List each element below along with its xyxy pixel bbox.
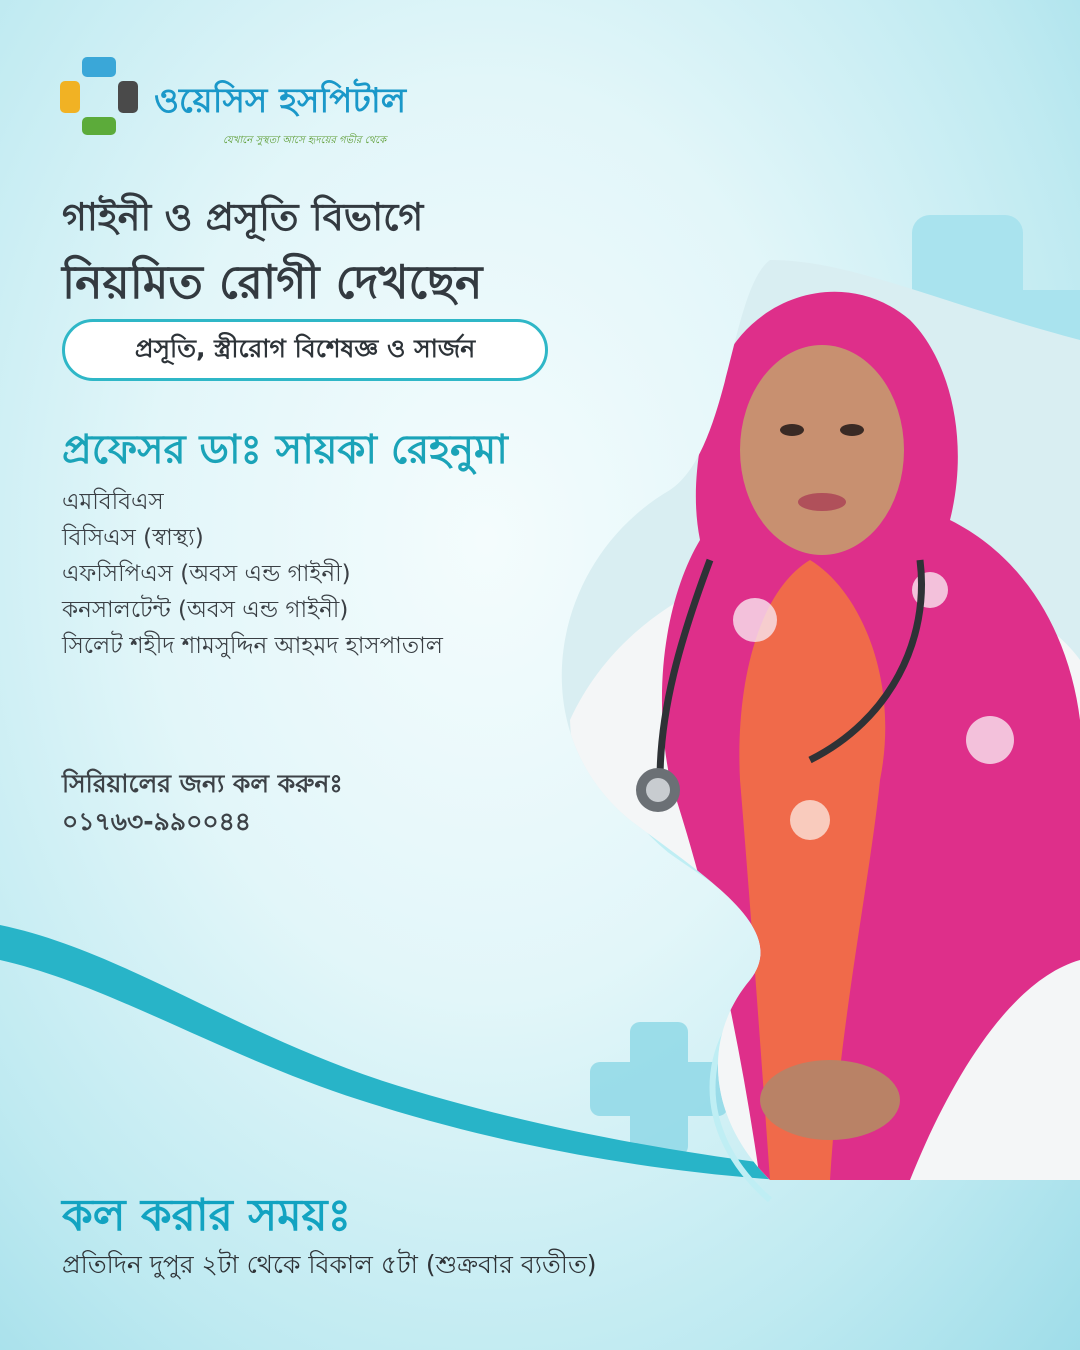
hospital-logo (58, 55, 407, 146)
qualification-item: সিলেট শহীদ শামসুদ্দিন আহমদ হাসপাতাল (62, 633, 443, 659)
specialty-badge (62, 319, 548, 381)
qualification-item: এমবিবিএস (62, 489, 164, 515)
hands-logo-icon (58, 55, 140, 137)
doctor-name: প্রফেসর ডাঃ সায়কা রেহনুমা (62, 427, 508, 473)
call-time-hours: প্রতিদিন দুপুর ২টা থেকে বিকাল ৫টা (শুক্রবার ব্যতীত) (62, 1250, 597, 1279)
call-time-title: কল করার সময়ঃ (62, 1190, 352, 1241)
doctor-photo (510, 260, 1080, 1180)
headline-line-1: গাইনী ও প্রসূতি বিভাগে (62, 195, 424, 239)
qualification-item: বিসিএস (স্বাস্থ্য) (62, 525, 204, 551)
serial-label: সিরিয়ালের জন্য কল করুনঃ (62, 769, 343, 798)
headline-line-2: নিয়মিত রোগী দেখছেন (62, 255, 483, 309)
logo-tagline: যেখানে সুস্থতা আসে হৃদয়ের গভীর থেকে (223, 135, 387, 146)
specialty-text: প্রসূতি, স্ত্রীরোগ বিশেষজ্ঞ ও সার্জন (134, 333, 476, 363)
logo-name: ওয়েসিস হসপিটাল (154, 81, 407, 121)
qualification-item: এফসিপিএস (অবস এন্ড গাইনী) (62, 561, 351, 587)
qualification-item: কনসালটেন্ট (অবস এন্ড গাইনী) (62, 597, 349, 623)
serial-phone-number[interactable]: ০১৭৬৩-৯৯০০৪৪ (62, 807, 252, 836)
qualifications-list (62, 484, 443, 664)
